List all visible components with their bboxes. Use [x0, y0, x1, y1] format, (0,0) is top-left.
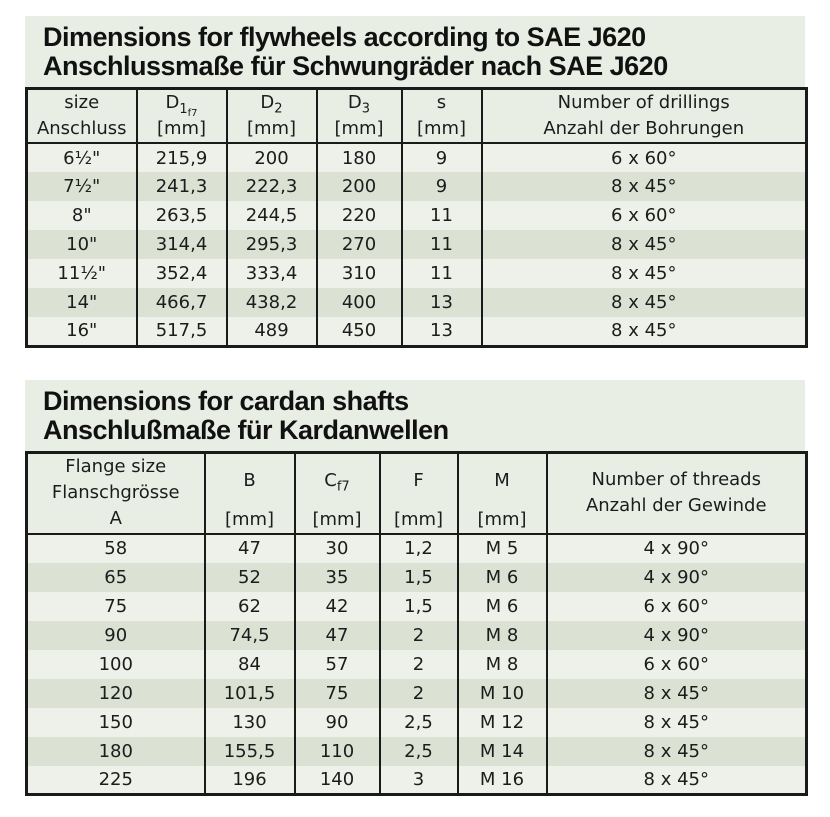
table-row [27, 172, 807, 201]
table-row [27, 621, 807, 650]
table-cell: 6½" [63, 147, 101, 169]
col-header-d3: $D_3$ [mm] [317, 89, 402, 144]
table-row [27, 143, 807, 172]
table-cell: 110 [295, 737, 380, 766]
table-cell: 74,5 [205, 621, 295, 650]
table-cell: 9 [402, 143, 482, 172]
table-cell: 6 x 60° [547, 592, 807, 621]
table-cell: 517,5 [137, 317, 227, 346]
table-cell: 3 [380, 766, 458, 795]
col-header-s: s [mm] [402, 89, 482, 144]
col-header-size: size Anschluss [27, 89, 137, 144]
table-cell: 2 [380, 650, 458, 679]
table-cell: 90 [295, 708, 380, 737]
table-cell: 400 [317, 288, 402, 317]
table-cell: 215,9 [137, 143, 227, 172]
table-cell: 8 x 45° [482, 288, 807, 317]
table-cell: 8 x 45° [547, 679, 807, 708]
col-header-b: B [mm] [205, 452, 295, 534]
table-row [27, 766, 807, 795]
table-cell: 263,5 [137, 201, 227, 230]
table-cell: 450 [317, 317, 402, 346]
table-cell: 8 x 45° [547, 766, 807, 795]
flywheel-table-header [27, 89, 807, 144]
cardan-title-en: Dimensions for cardan shafts [43, 385, 409, 416]
table-cell: 11½" [57, 263, 107, 284]
table-cell: 438,2 [227, 288, 317, 317]
cardan-section-title [25, 380, 805, 451]
table-cell: 8" [71, 205, 92, 226]
table-cell: M 14 [458, 737, 547, 766]
table-row [27, 201, 807, 230]
table-row [27, 650, 807, 679]
table-cell: 6 x 60° [482, 143, 807, 172]
table-cell: 140 [295, 766, 380, 795]
table-cell: 466,7 [137, 288, 227, 317]
table-cell: 244,5 [227, 201, 317, 230]
cardan-section [25, 380, 805, 797]
col-header-d2: $D_2$ [mm] [227, 89, 317, 144]
table-row [27, 592, 807, 621]
table-cell: 35 [295, 563, 380, 592]
col-header-flange-size: Flange size Flanschgrösse A [27, 452, 205, 534]
table-cell: 7½" [63, 176, 101, 197]
table-row [27, 563, 807, 592]
table-cell: 8 x 45° [482, 230, 807, 259]
table-cell: 120 [98, 682, 133, 704]
table-cell: 200 [317, 172, 402, 201]
col-header-cf7: $C_{f7}$ [mm] [295, 452, 380, 534]
table-cell: 8 x 45° [482, 317, 807, 346]
table-cell: 90 [104, 624, 128, 646]
table-cell: 11 [402, 230, 482, 259]
table-cell: 10" [66, 234, 98, 255]
table-cell: 101,5 [205, 679, 295, 708]
table-cell: 57 [295, 650, 380, 679]
table-row [27, 708, 807, 737]
table-cell: 2,5 [380, 708, 458, 737]
table-cell: 180 [98, 740, 133, 762]
table-cell: 295,3 [227, 230, 317, 259]
table-cell: 225 [98, 768, 133, 790]
table-cell: 1,5 [380, 592, 458, 621]
table-cell: 222,3 [227, 172, 317, 201]
flywheel-section [25, 16, 805, 348]
table-cell: 8 x 45° [482, 172, 807, 201]
col-header-d1f7: $D_{1_{f7}}$ [mm] [137, 89, 227, 144]
table-cell: 8 x 45° [482, 259, 807, 288]
table-cell: 1,2 [380, 534, 458, 563]
table-cell: 314,4 [137, 230, 227, 259]
table-cell: 13 [402, 317, 482, 346]
table-cell: 6 x 60° [547, 650, 807, 679]
table-cell: 8 x 45° [547, 737, 807, 766]
cardan-table [25, 451, 808, 797]
table-cell: 155,5 [205, 737, 295, 766]
cardan-table-body [27, 534, 807, 795]
table-cell: 2 [380, 621, 458, 650]
table-cell: M 5 [458, 534, 547, 563]
table-cell: 65 [104, 566, 128, 588]
table-cell: 200 [227, 143, 317, 172]
table-cell: 13 [402, 288, 482, 317]
flywheel-table-body [27, 143, 807, 346]
table-cell: M 8 [458, 621, 547, 650]
table-cell: 75 [104, 595, 128, 617]
table-cell: 4 x 90° [547, 534, 807, 563]
table-cell: 2 [380, 679, 458, 708]
table-cell: 84 [205, 650, 295, 679]
table-cell: 270 [317, 230, 402, 259]
table-cell: 11 [402, 259, 482, 288]
table-cell: 352,4 [137, 259, 227, 288]
table-cell: 8 x 45° [547, 708, 807, 737]
table-cell: 16" [66, 320, 98, 342]
table-cell: 52 [205, 563, 295, 592]
table-cell: M 6 [458, 592, 547, 621]
table-cell: 100 [98, 653, 133, 675]
table-cell: 47 [295, 621, 380, 650]
table-cell: 241,3 [137, 172, 227, 201]
table-cell: 333,4 [227, 259, 317, 288]
table-cell: 47 [205, 534, 295, 563]
table-cell: 75 [295, 679, 380, 708]
table-row [27, 679, 807, 708]
flywheel-title-en: Dimensions for flywheels according to SAE J620 [43, 22, 646, 52]
table-cell: 220 [317, 201, 402, 230]
table-cell: 30 [295, 534, 380, 563]
table-cell: 14" [66, 292, 98, 313]
table-row [27, 288, 807, 317]
col-header-m: M [mm] [458, 452, 547, 534]
table-cell: M 12 [458, 708, 547, 737]
table-cell: 180 [317, 143, 402, 172]
table-cell: M 10 [458, 679, 547, 708]
table-cell: M 6 [458, 563, 547, 592]
table-cell: 11 [402, 201, 482, 230]
table-cell: 2,5 [380, 737, 458, 766]
table-cell: 1,5 [380, 563, 458, 592]
table-cell: 58 [104, 538, 128, 559]
table-cell: 310 [317, 259, 402, 288]
table-cell: 9 [402, 172, 482, 201]
table-cell: 4 x 90° [547, 621, 807, 650]
col-header-drillings: Number of drillings Anzahl der Bohrungen [482, 89, 807, 144]
table-cell: 62 [205, 592, 295, 621]
cardan-table-header [27, 452, 807, 534]
table-row [27, 737, 807, 766]
table-cell: 196 [205, 766, 295, 795]
table-row [27, 317, 807, 346]
flywheel-title-de: Anschlussmaße für Schwungräder nach SAE J620 [43, 51, 668, 81]
col-header-threads: Number of threads Anzahl der Gewinde [547, 452, 807, 534]
table-row [27, 230, 807, 259]
table-cell: 4 x 90° [547, 563, 807, 592]
table-cell: 6 x 60° [482, 201, 807, 230]
table-row [27, 534, 807, 563]
table-row [27, 259, 807, 288]
table-cell: 130 [205, 708, 295, 737]
flywheel-table [25, 87, 808, 348]
table-cell: 150 [98, 711, 133, 733]
col-header-f: F [mm] [380, 452, 458, 534]
table-cell: 42 [295, 592, 380, 621]
table-cell: M 16 [458, 766, 547, 795]
table-cell: M 8 [458, 650, 547, 679]
cardan-title-de: Anschlußmaße für Kardanwellen [43, 414, 449, 445]
table-cell: 489 [227, 317, 317, 346]
flywheel-section-title [25, 16, 805, 87]
